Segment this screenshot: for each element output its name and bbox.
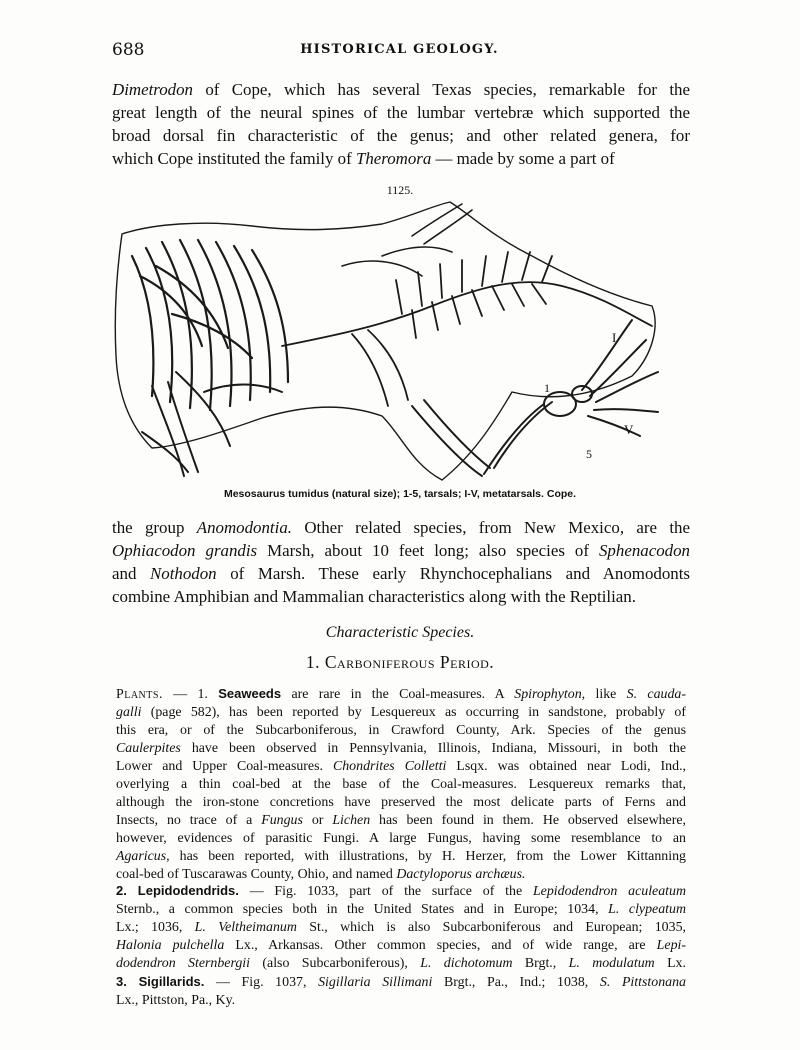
figure-number: 1125. bbox=[386, 183, 414, 197]
sigillarids-paragraph: 3. Sigillarids. — Fig. 1037, Sigillaria Sillimani Brgt., Pa., Ind.; 1038, S. Pittstonana Lx., Pittston, Pa., Ky. bbox=[116, 974, 686, 1008]
label-digit-1: I bbox=[612, 330, 617, 345]
lepidodendrids-paragraph: 2. Lepidodendrids. — Fig. 1033, part of the surface of the Lepidodendron aculeatum Sternb., a common species both in the United States and in Europe; 1034, L. clypeatum Lx.; 1036, L. Veltheimanum St., which is also Subcarboniferous and European; 1035, Halonia pulchella Lx., Arkansas. Other common species, and of wide range, are Lepi- dodendron Sternbergii (also Subcarboniferous), L. dichotomum Brgt., L. modulatum Lx. bbox=[116, 883, 686, 971]
matrix-slab bbox=[115, 202, 655, 480]
page-header bbox=[112, 40, 687, 62]
hind-foot-digits bbox=[582, 320, 658, 436]
section-title: Characteristic Species. bbox=[325, 624, 475, 641]
label-digit-5: V bbox=[624, 422, 634, 437]
plants-label: Plants. bbox=[116, 687, 163, 702]
continued-paragraph: the group Anomodontia. Other related species, from New Mexico, are the Ophiacodon grandis Marsh, about 10 feet long; also species of Sphenacodon and Nothodon of Marsh. These early Rhynchocephalians and Anomodonts combine Amphibian and Mammalian characteristics along with the Reptilian. bbox=[112, 518, 690, 606]
running-head: HISTORICAL GEOLOGY. bbox=[300, 42, 499, 57]
plants-paragraph: Plants. — 1. Seaweeds are rare in the Coal-measures. A Spirophyton, like S. cauda- galli (page 582), has been reported by Lesquereux as occurring in sandstone, probably of this era, or of the Subcarboniferous, in Crawford County, Ark. Species of the genus Caulerpites have been observed in Pennsylvania, Illinois, Indiana, Missouri, in both the Lower and Upper Coal-measures. Chondrites Colletti Lsqx. was obtained near Lodi, Ind., overlying a thin coal-bed at the base of the Coal-measures. Lesquereux remarks that, although the iron-stone concretions have preserved the most delicate parts of Ferns and Insects, no trace of a Fungus or Lichen has been found in them. He observed elsewhere, however, evidences of parasitic Fungi. A large Fungus, having some resemblance to an Agaricus, has been reported, with illustrations, by H. Herzer, from the Lower Kittanning coal-bed of Tuscarawas County, Ohio, and named Dactyloporus archæus. bbox=[116, 686, 687, 882]
genus-dimetrodon: Dimetrodon bbox=[112, 80, 194, 99]
label-tarsal-1: 1 bbox=[544, 381, 550, 395]
page-number: 688 bbox=[112, 40, 145, 60]
dorsal-bones bbox=[342, 204, 472, 276]
hind-limb bbox=[412, 386, 592, 476]
label-tarsal-5: 5 bbox=[586, 447, 592, 461]
mesosaurus-fossil-illustration bbox=[112, 196, 668, 484]
ribs bbox=[132, 240, 288, 410]
intro-paragraph: Dimetrodon of Cope, which has several Texas species, remarkable for the great length of the neural spines of the lumbar vertebræ which supported the broad dorsal fin characteristic of the genus; and other related genera, for which Cope instituted the family of Theromora — made by some a part of bbox=[112, 80, 690, 168]
family-theromora: Theromora bbox=[355, 149, 432, 168]
period-heading: 1. Carboniferous Period. bbox=[305, 652, 495, 672]
vertebral-column bbox=[282, 252, 652, 406]
figure-caption: Mesosaurus tumidus (natural size); 1-5, tarsals; I-V, metatarsals. Cope. bbox=[223, 488, 577, 500]
